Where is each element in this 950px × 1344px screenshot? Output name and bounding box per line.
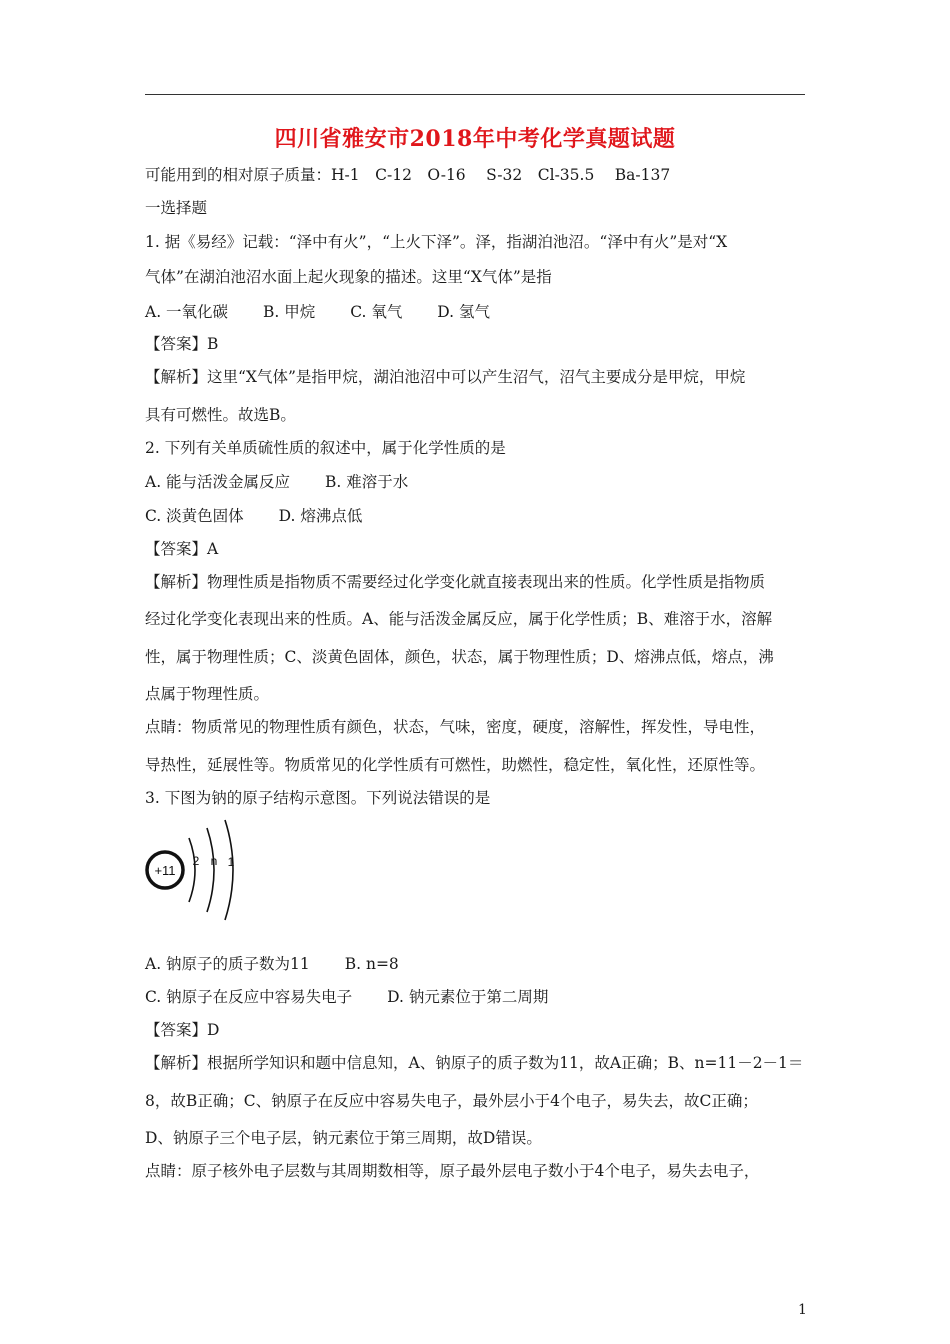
q3-options-row2 xyxy=(145,987,578,1007)
q3-analysis-line2: 8，故B正确；C、钠原子在反应中容易失电子，最外层小于4个电子，易失去，故C正确； xyxy=(145,1092,758,1110)
nucleus-charge: +11 xyxy=(154,863,176,878)
q2-analysis-line4: 点属于物理性质。 xyxy=(145,685,270,703)
q2-analysis-line3: 性，属于物理性质；C、淡黄色固体，颜色，状态，属于物理性质；D、熔沸点低，熔点，沸 xyxy=(145,648,774,666)
q1-analysis-line2: 具有可燃性。故选B。 xyxy=(145,406,296,424)
q1-option-b: B. 甲烷 xyxy=(263,303,316,321)
shell-arc-1 xyxy=(189,838,195,902)
q1-stem-line1: 1. 据《易经》记载：“泽中有火”，“上火下泽”。泽，指湖泊池沼。“泽中有火”是对“X xyxy=(145,233,728,251)
q2-option-d: D. 熔沸点低 xyxy=(278,507,363,525)
q2-option-b: B. 难溶于水 xyxy=(325,473,409,491)
q2-answer: 【答案】A xyxy=(145,540,219,558)
q2-option-c: C. 淡黄色固体 xyxy=(145,507,244,525)
shell-arc-3 xyxy=(225,820,233,920)
q2-stem: 2. 下列有关单质硫性质的叙述中，属于化学性质的是 xyxy=(145,439,506,457)
section-heading: 一选择题 xyxy=(145,199,208,217)
q3-options-row1 xyxy=(145,954,429,974)
q3-analysis-line3: D、钠原子三个电子层，钠元素位于第三周期，故D错误。 xyxy=(145,1129,542,1147)
shell-2-electrons: n xyxy=(210,854,218,868)
q3-option-a: A. 钠原子的质子数为11 xyxy=(145,955,310,973)
q2-tip-line2: 导热性，延展性等。物质常见的化学性质有可燃性，助燃性，稳定性，氧化性，还原性等。 xyxy=(145,756,766,774)
q2-analysis-line1: 【解析】物理性质是指物质不需要经过化学变化就直接表现出来的性质。化学性质是指物质 xyxy=(145,573,766,591)
q2-option-a: A. 能与活泼金属反应 xyxy=(145,473,291,491)
page-number: 1 xyxy=(798,1302,807,1318)
q3-answer: 【答案】D xyxy=(145,1021,220,1039)
q1-option-c: C. 氧气 xyxy=(350,303,403,321)
shell-arc-2 xyxy=(207,828,214,912)
q2-analysis-line2: 经过化学变化表现出来的性质。A、能与活泼金属反应，属于化学性质；B、难溶于水，溶解 xyxy=(145,610,773,628)
q1-answer: 【答案】B xyxy=(145,335,219,353)
q2-options-row1 xyxy=(145,472,438,492)
page-title: 四川省雅安市2018年中考化学真题试题 xyxy=(274,126,676,152)
q2-options-row2 xyxy=(145,506,392,526)
q2-tip-line1: 点睛：物质常见的物理性质有颜色，状态，气味，密度，硬度，溶解性，挥发性，导电性， xyxy=(145,718,766,736)
q3-option-c: C. 钠原子在反应中容易失电子 xyxy=(145,988,353,1006)
atomic-masses: 可能用到的相对原子质量：H-1 C-12 O-16 S-32 Cl-35.5 Ba-137 xyxy=(145,166,671,184)
q3-option-d: D. 钠元素位于第二周期 xyxy=(387,988,549,1006)
q1-analysis-line1: 【解析】这里“X气体”是指甲烷，湖泊池沼中可以产生沼气，沼气主要成分是甲烷，甲烷 xyxy=(145,368,746,386)
q3-tip-line1: 点睛：原子核外电子层数与其周期数相等，原子最外层电子数小于4个电子，易失去电子， xyxy=(145,1162,760,1180)
shell-3-electrons: 1 xyxy=(227,855,235,869)
q1-stem-line2: 气体”在湖泊池沼水面上起火现象的描述。这里“X气体”是指 xyxy=(145,268,552,286)
sodium-atom-diagram xyxy=(145,816,255,926)
q1-option-d: D. 氢气 xyxy=(437,303,491,321)
shell-1-electrons: 2 xyxy=(192,854,200,868)
q3-stem: 3. 下图为钠的原子结构示意图。下列说法错误的是 xyxy=(145,789,491,807)
q3-option-b: B. n=8 xyxy=(344,955,399,973)
q3-analysis-line1: 【解析】根据所学知识和题中信息知，A、钠原子的质子数为11，故A正确；B、n=11－2－1＝ xyxy=(145,1054,804,1072)
q1-option-a: A. 一氧化碳 xyxy=(145,303,229,321)
q1-options xyxy=(145,302,520,322)
header-rule xyxy=(145,94,805,95)
